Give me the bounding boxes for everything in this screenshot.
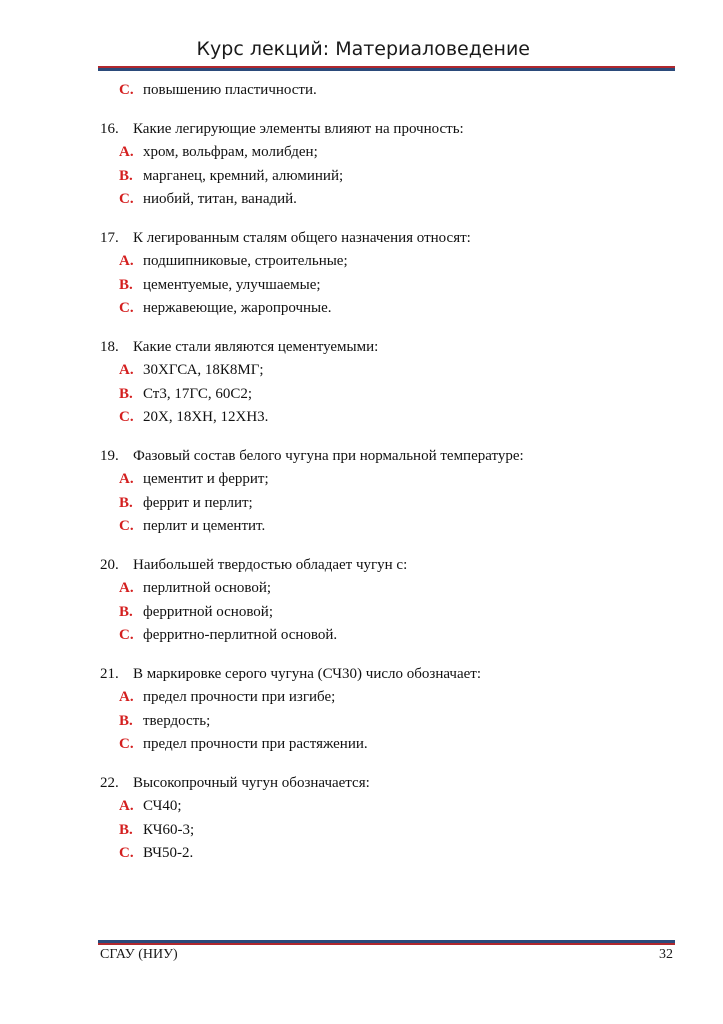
question-text: В маркировке серого чугуна (СЧ30) число обозначает: xyxy=(133,665,481,682)
option-text: предел прочности при изгибе; xyxy=(143,689,336,705)
option-letter: B. xyxy=(119,385,133,402)
option-text: цементуемые, улучшаемые; xyxy=(143,276,321,293)
option-text: ферритной основой; xyxy=(143,603,273,620)
option-letter: C. xyxy=(119,409,134,425)
question-heading xyxy=(100,554,675,578)
question-heading xyxy=(100,336,675,360)
option-letter: B. xyxy=(119,494,133,511)
option-text: КЧ60-3; xyxy=(143,821,195,838)
answer-option xyxy=(100,842,675,866)
answer-option xyxy=(100,795,675,819)
option-text: 20Х, 18ХН, 12ХН3. xyxy=(143,409,269,425)
option-text: хром, вольфрам, молибден; xyxy=(143,144,318,160)
option-letter: A. xyxy=(119,253,134,269)
option-text: Ст3, 17ГС, 60С2; xyxy=(143,385,253,402)
question-block xyxy=(100,336,675,430)
answer-option xyxy=(100,515,675,539)
quiz-content xyxy=(100,79,675,866)
option-text: перлитной основой; xyxy=(143,580,272,596)
option-letter: B. xyxy=(119,712,133,729)
question-text: Какие стали являются цементуемыми: xyxy=(133,338,379,355)
option-letter: C. xyxy=(119,300,134,316)
question-block xyxy=(100,554,675,648)
question-heading xyxy=(100,772,675,796)
option-letter: A. xyxy=(119,471,134,487)
question-block xyxy=(100,663,675,757)
question-heading xyxy=(100,663,675,687)
header-rule-blue xyxy=(98,68,675,71)
question-text: Фазовый состав белого чугуна при нормальной температуре: xyxy=(133,447,524,464)
answer-option xyxy=(100,819,675,843)
question-text: Высокопрочный чугун обозначается: xyxy=(133,774,370,791)
option-text: повышению пластичности. xyxy=(143,82,317,98)
question-list xyxy=(100,118,675,866)
option-letter: A. xyxy=(119,144,134,160)
option-letter: C. xyxy=(119,736,134,752)
option-letter: C. xyxy=(119,191,134,207)
question-block xyxy=(100,118,675,212)
footer-institution: СГАУ (НИУ) xyxy=(100,947,178,962)
question-number: 22. xyxy=(100,774,119,791)
answer-option xyxy=(100,274,675,298)
option-text: предел прочности при растяжении. xyxy=(143,736,368,752)
option-letter: B. xyxy=(119,276,133,293)
option-text: нержавеющие, жаропрочные. xyxy=(143,300,332,316)
answer-option xyxy=(100,492,675,516)
answer-option xyxy=(100,250,675,274)
option-text: 30ХГСА, 18К8МГ; xyxy=(143,362,264,378)
answer-option xyxy=(100,686,675,710)
option-letter: A. xyxy=(119,362,134,378)
option-text: СЧ40; xyxy=(143,798,182,814)
answer-option xyxy=(100,710,675,734)
question-number: 19. xyxy=(100,447,119,464)
option-letter: C. xyxy=(119,845,134,861)
answer-option xyxy=(100,468,675,492)
question-text: Наибольшей твердостью обладает чугун с: xyxy=(133,556,408,573)
question-block xyxy=(100,772,675,866)
option-text: перлит и цементит. xyxy=(143,518,266,534)
option-letter: A. xyxy=(119,798,134,814)
answer-option xyxy=(100,188,675,212)
option-letter: B. xyxy=(119,821,133,838)
page-number: 32 xyxy=(659,947,673,962)
question-number: 17. xyxy=(100,229,119,246)
question-text: К легированным сталям общего назначения относят: xyxy=(133,229,471,246)
option-letter: C. xyxy=(119,82,134,98)
question-number: 21. xyxy=(100,665,119,682)
answer-option xyxy=(100,383,675,407)
answer-option xyxy=(100,359,675,383)
answer-option xyxy=(100,165,675,189)
option-letter: C. xyxy=(119,627,134,643)
question-number: 18. xyxy=(100,338,119,355)
footer-rule-red xyxy=(98,943,675,945)
question-number: 16. xyxy=(100,120,119,137)
option-text: марганец, кремний, алюминий; xyxy=(143,167,344,184)
option-text: ВЧ50-2. xyxy=(143,845,194,861)
question-heading xyxy=(100,445,675,469)
option-text: подшипниковые, строительные; xyxy=(143,253,348,269)
option-text: ферритно-перлитной основой. xyxy=(143,627,338,643)
answer-option xyxy=(100,141,675,165)
question-heading xyxy=(100,118,675,142)
option-letter: A. xyxy=(119,689,134,705)
question-text: Какие легирующие элементы влияют на прочность: xyxy=(133,120,464,137)
answer-option xyxy=(100,733,675,757)
question-heading xyxy=(100,227,675,251)
continuation-option xyxy=(100,79,675,103)
option-letter: B. xyxy=(119,603,133,620)
header-title: Курс лекций: Материаловедение xyxy=(196,38,530,60)
answer-option xyxy=(100,297,675,321)
question-block xyxy=(100,227,675,321)
question-block xyxy=(100,445,675,539)
option-letter: C. xyxy=(119,518,134,534)
option-letter: A. xyxy=(119,580,134,596)
option-text: цементит и феррит; xyxy=(143,471,269,487)
answer-option xyxy=(100,406,675,430)
answer-option xyxy=(100,601,675,625)
option-text: феррит и перлит; xyxy=(143,494,253,511)
answer-option xyxy=(100,577,675,601)
option-letter: B. xyxy=(119,167,133,184)
question-number: 20. xyxy=(100,556,119,573)
answer-option xyxy=(100,624,675,648)
option-text: твердость; xyxy=(143,712,211,729)
option-text: ниобий, титан, ванадий. xyxy=(143,191,297,207)
